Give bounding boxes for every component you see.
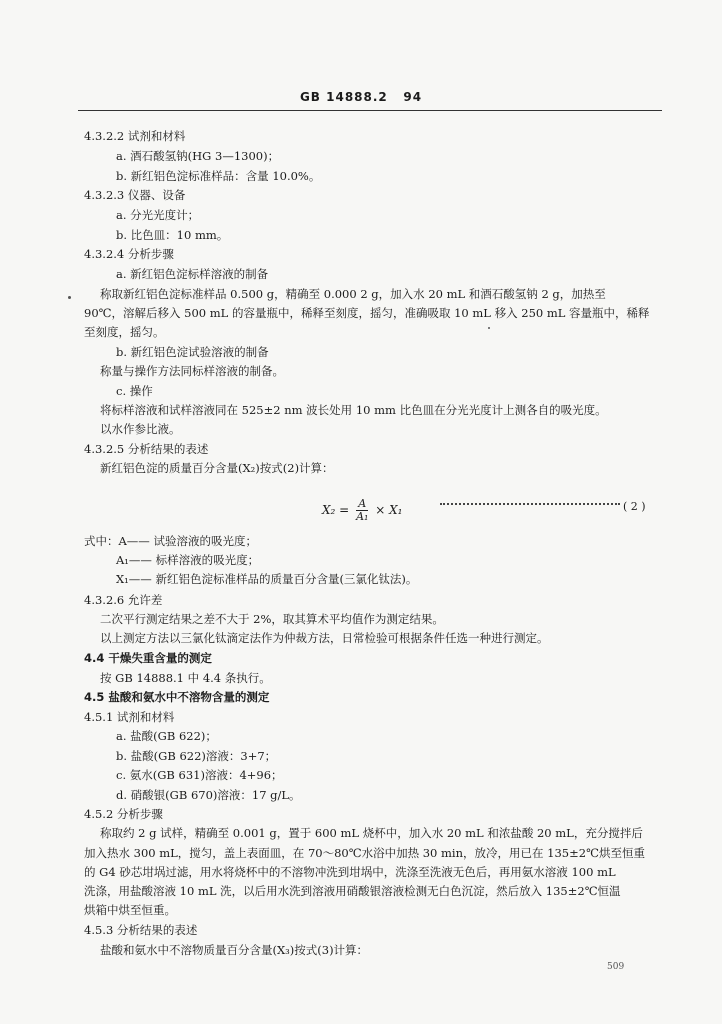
section-4-5-heading: 4.5 盐酸和氨水中不溶物含量的测定 <box>84 690 270 704</box>
paragraph-line: 至刻度，摇匀。 <box>84 325 165 339</box>
formula-fraction <box>356 498 368 523</box>
header-year: 94 <box>403 90 423 104</box>
section-4-3-2-2: 4.3.2.2 试剂和材料 <box>84 129 186 143</box>
equation-number: ( 2 ) <box>623 500 646 513</box>
section-4-5-1: 4.5.1 试剂和材料 <box>84 710 175 724</box>
page-number: 509 <box>607 962 625 972</box>
section-4-4-heading: 4.4 干燥失重含量的测定 <box>84 651 212 665</box>
section-4-5-3: 4.5.3 分析结果的表述 <box>84 923 198 937</box>
list-item: a. 酒石酸氢钠(HG 3—1300)； <box>116 149 280 163</box>
formula-2 <box>322 498 402 523</box>
paragraph-line: 将标样溶液和试样溶液同在 525±2 nm 波长处用 10 mm 比色皿在分光光度计上测各自的吸光度。 <box>100 403 607 417</box>
section-4-3-2-3: 4.3.2.3 仪器、设备 <box>84 188 186 202</box>
formula-rhs: × X₁ <box>375 503 403 517</box>
paragraph-line: 盐酸和氨水中不溶物质量百分含量(X₃)按式(3)计算： <box>100 943 369 957</box>
dot-leader <box>440 503 620 505</box>
paragraph-line: 烘箱中烘至恒重。 <box>84 903 176 917</box>
paragraph-line: 称取新红铝色淀标准样品 0.500 g，精确至 0.000 2 g，加入水 20 mL 和酒石酸氢钠 2 g，加热至 <box>100 287 606 301</box>
list-item: b. 新红铝色淀标准样品：含量 10.0%。 <box>116 169 321 183</box>
paragraph-line: 新红铝色淀的质量百分含量(X₂)按式(2)计算： <box>100 461 334 475</box>
paragraph-line: 按 GB 14888.1 中 4.4 条执行。 <box>100 671 271 685</box>
paragraph-line: 加入热水 300 mL，搅匀，盖上表面皿，在 70～80℃水浴中加热 30 min，放冷，用已在 135±2℃烘至恒重 <box>84 846 645 860</box>
list-item: b. 新红铝色淀试验溶液的制备 <box>116 345 269 359</box>
paragraph-line: 二次平行测定结果之差不大于 2%，取其算术平均值作为测定结果。 <box>100 612 444 626</box>
list-item: c. 氨水(GB 631)溶液：4+96； <box>116 768 283 782</box>
list-item: c. 操作 <box>116 384 153 398</box>
paragraph-line: 90℃，溶解后移入 500 mL 的容量瓶中，稀释至刻度，摇匀，准确吸取 10 mL 移入 250 mL 容量瓶中，稀释 <box>84 306 650 320</box>
paragraph-line: 称取约 2 g 试样，精确至 0.001 g，置于 600 mL 烧杯中，加入水 20 mL 和浓盐酸 20 mL，充分搅拌后 <box>100 826 643 840</box>
list-item: d. 硝酸银(GB 670)溶液：17 g/L。 <box>116 788 301 802</box>
list-item: b. 比色皿：10 mm。 <box>116 228 229 242</box>
paragraph-line: 称量与操作方法同标样溶液的制备。 <box>100 364 284 378</box>
formula-numerator: A <box>356 498 368 511</box>
scan-speck <box>488 327 490 329</box>
list-item: a. 新红铝色淀标样溶液的制备 <box>116 267 269 281</box>
header-rule <box>78 110 662 111</box>
formula-denominator: A₁ <box>356 510 369 523</box>
list-item: b. 盐酸(GB 622)溶液：3+7； <box>116 749 277 763</box>
running-header <box>0 90 722 104</box>
paragraph-line: 以水作参比液。 <box>100 422 181 436</box>
variable-definition: X₁—— 新红铝色淀标准样品的质量百分含量(三氯化钛法)。 <box>116 572 418 586</box>
variable-definition: A₁—— 标样溶液的吸光度； <box>116 553 260 567</box>
paragraph-line: 的 G4 砂芯坩埚过滤，用水将烧杯中的不溶物冲洗到坩埚中，洗涤至洗液无色后，再用氨水溶液 100 mL <box>84 865 616 879</box>
variable-definition: 式中：A—— 试验溶液的吸光度； <box>84 534 257 548</box>
list-item: a. 盐酸(GB 622)； <box>116 729 217 743</box>
section-4-3-2-6: 4.3.2.6 允许差 <box>84 593 163 607</box>
list-item: a. 分光光度计； <box>116 208 200 222</box>
section-4-3-2-4: 4.3.2.4 分析步骤 <box>84 247 174 261</box>
formula-lhs: X₂ = <box>322 503 350 517</box>
scan-speck <box>68 296 71 299</box>
section-4-5-2: 4.5.2 分析步骤 <box>84 807 163 821</box>
paragraph-line: 洗涤，用盐酸溶液 10 mL 洗，以后用水洗到溶液用硝酸银溶液检测无白色沉淀，然后放入 135±2℃恒温 <box>84 884 621 898</box>
section-4-3-2-5: 4.3.2.5 分析结果的表述 <box>84 442 209 456</box>
paragraph-line: 以上测定方法以三氯化钛滴定法作为仲裁方法，日常检验可根据条件任选一种进行测定。 <box>100 631 549 645</box>
header-standard: GB 14888.2 <box>299 90 388 104</box>
